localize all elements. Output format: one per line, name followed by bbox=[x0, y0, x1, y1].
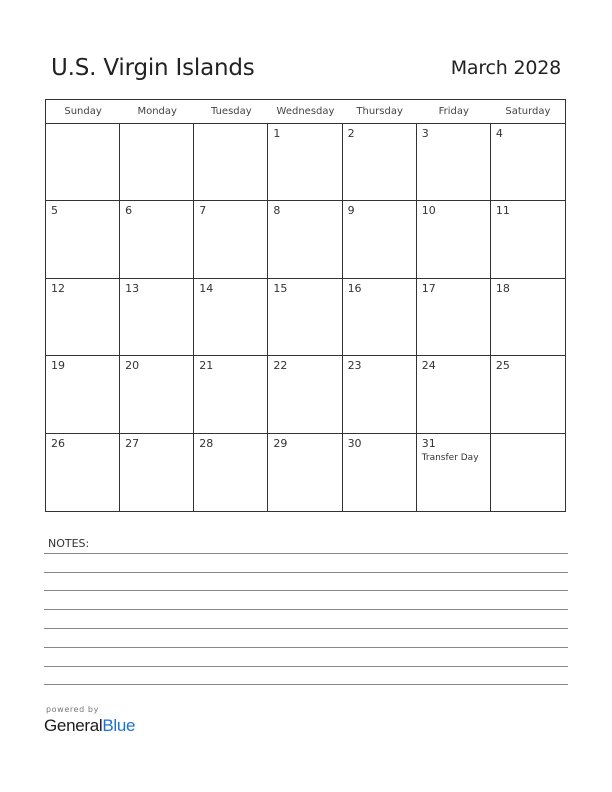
day-number: 10 bbox=[421, 204, 436, 218]
weekday-thursday: Thursday bbox=[356, 106, 403, 117]
day-cell bbox=[46, 279, 120, 356]
day-cell bbox=[120, 434, 194, 511]
day-cell bbox=[417, 434, 491, 511]
day-cell bbox=[491, 356, 565, 433]
powered-by-text: powered by bbox=[46, 705, 99, 714]
day-number: 20 bbox=[125, 359, 140, 373]
day-number: 21 bbox=[199, 359, 214, 373]
day-number: 19 bbox=[51, 359, 65, 373]
day-number: 1 bbox=[273, 127, 281, 140]
day-number: 28 bbox=[199, 436, 214, 450]
day-cell bbox=[46, 201, 120, 278]
notes-line bbox=[44, 572, 568, 573]
day-cell bbox=[120, 201, 194, 278]
weekday-monday: Monday bbox=[137, 106, 177, 117]
day-number: 7 bbox=[199, 204, 207, 218]
notes-line bbox=[44, 666, 568, 667]
weekday-wednesday: Wednesday bbox=[276, 106, 335, 117]
day-cell bbox=[491, 434, 565, 511]
day-cell bbox=[417, 201, 491, 278]
day-number: 22 bbox=[273, 359, 288, 373]
day-cell bbox=[343, 279, 417, 356]
day-cell bbox=[46, 124, 120, 201]
day-number: 15 bbox=[273, 281, 288, 295]
day-cell bbox=[491, 124, 565, 201]
weekday-tuesday: Tuesday bbox=[211, 106, 252, 117]
day-number: 16 bbox=[347, 281, 362, 295]
day-cell bbox=[417, 279, 491, 356]
day-cell bbox=[417, 124, 491, 201]
notes-line bbox=[44, 609, 568, 610]
day-cell bbox=[268, 201, 342, 278]
month-title: March 2028 bbox=[450, 57, 561, 79]
notes-line bbox=[44, 590, 568, 591]
weekday-sunday: Sunday bbox=[64, 106, 102, 117]
day-cell bbox=[491, 279, 565, 356]
day-cell bbox=[417, 356, 491, 433]
day-number: 31 bbox=[421, 436, 436, 450]
day-cell bbox=[268, 279, 342, 356]
day-cell bbox=[194, 356, 268, 433]
day-number: 17 bbox=[421, 281, 436, 295]
day-number: 29 bbox=[273, 436, 288, 450]
day-cell bbox=[268, 124, 342, 201]
weekday-header-row bbox=[46, 100, 565, 124]
notes-line bbox=[44, 553, 568, 554]
day-cell bbox=[46, 434, 120, 511]
day-number: 26 bbox=[51, 436, 65, 450]
day-number: 4 bbox=[495, 127, 503, 140]
day-number: 13 bbox=[125, 281, 140, 295]
region-title: U.S. Virgin Islands bbox=[51, 55, 255, 81]
day-number: 2 bbox=[347, 127, 355, 140]
day-cell bbox=[268, 434, 342, 511]
day-number: 27 bbox=[125, 436, 140, 450]
day-number: 8 bbox=[273, 204, 281, 218]
holiday-label: Transfer Day bbox=[421, 452, 479, 463]
day-number: 9 bbox=[347, 204, 355, 218]
day-number: 23 bbox=[347, 359, 362, 373]
day-cell bbox=[491, 201, 565, 278]
weekday-saturday: Saturday bbox=[505, 106, 551, 117]
day-cell bbox=[194, 201, 268, 278]
day-number: 6 bbox=[125, 204, 133, 218]
day-number: 18 bbox=[495, 281, 510, 295]
weeks-grid bbox=[46, 124, 565, 511]
notes-label: NOTES: bbox=[48, 537, 90, 550]
day-cell bbox=[343, 124, 417, 201]
day-cell bbox=[194, 279, 268, 356]
day-number: 5 bbox=[51, 204, 58, 218]
day-number: 14 bbox=[199, 281, 214, 295]
day-number: 24 bbox=[421, 359, 436, 373]
day-cell bbox=[194, 124, 268, 201]
logo-blue-text: Blue bbox=[102, 716, 136, 735]
day-number: 25 bbox=[495, 359, 510, 373]
generalblue-logo bbox=[44, 716, 135, 736]
notes-line bbox=[44, 684, 568, 685]
day-cell bbox=[343, 434, 417, 511]
day-cell bbox=[46, 356, 120, 433]
day-cell bbox=[268, 356, 342, 433]
day-number: 12 bbox=[51, 281, 65, 295]
day-cell bbox=[120, 124, 194, 201]
day-cell bbox=[343, 356, 417, 433]
notes-line bbox=[44, 647, 568, 648]
weekday-friday: Friday bbox=[438, 106, 469, 117]
logo-general-text: General bbox=[44, 716, 103, 735]
calendar-grid bbox=[45, 99, 566, 512]
day-number: 30 bbox=[347, 436, 362, 450]
notes-line bbox=[44, 628, 568, 629]
day-cell bbox=[120, 356, 194, 433]
day-cell bbox=[120, 279, 194, 356]
day-cell bbox=[194, 434, 268, 511]
day-number: 11 bbox=[495, 204, 510, 218]
day-cell bbox=[343, 201, 417, 278]
day-number: 3 bbox=[421, 127, 429, 140]
